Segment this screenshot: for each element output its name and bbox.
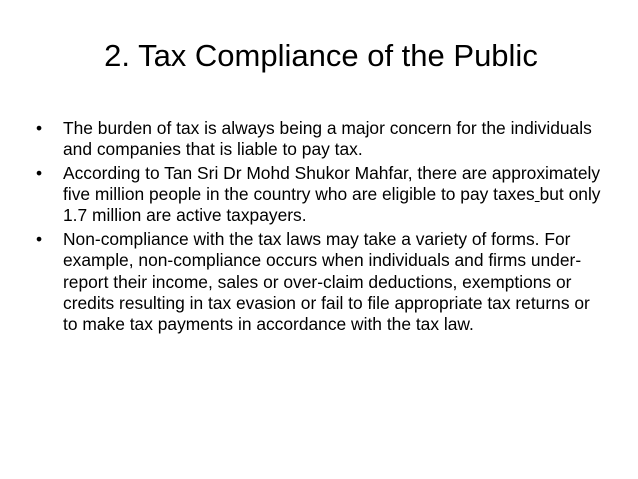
bullet-icon: • (36, 118, 43, 138)
bullet-text: Non-compliance with the tax laws may take a variety of forms. For example, non-compliance occurs when individuals and firms under-report their income, sales or over-claim deductions, exemptions or credits resulting in tax evasion or fail to file appropriate tax returns or to make tax payments in accordance with the tax law. (63, 229, 590, 335)
bullet-text-part-2: but only 1.7 million are active taxpayers. (63, 184, 601, 226)
bullet-list (36, 118, 606, 338)
bullet-item-eligible-taxpayers (36, 163, 606, 227)
bullet-item-non-compliance (36, 229, 606, 335)
bullet-icon: • (36, 163, 43, 183)
bullet-text: The burden of tax is always being a major concern for the individuals and companies that is liable to pay tax. (63, 118, 592, 160)
bullet-text-part-1: According to Tan Sri Dr Mohd Shukor Mahfar, there are approximately five million people in the country who are eligible to pay taxes (63, 163, 601, 205)
slide-title: 2. Tax Compliance of the Public (104, 38, 538, 73)
bullet-icon: • (36, 229, 43, 250)
bullet-item-tax-burden (36, 118, 606, 160)
